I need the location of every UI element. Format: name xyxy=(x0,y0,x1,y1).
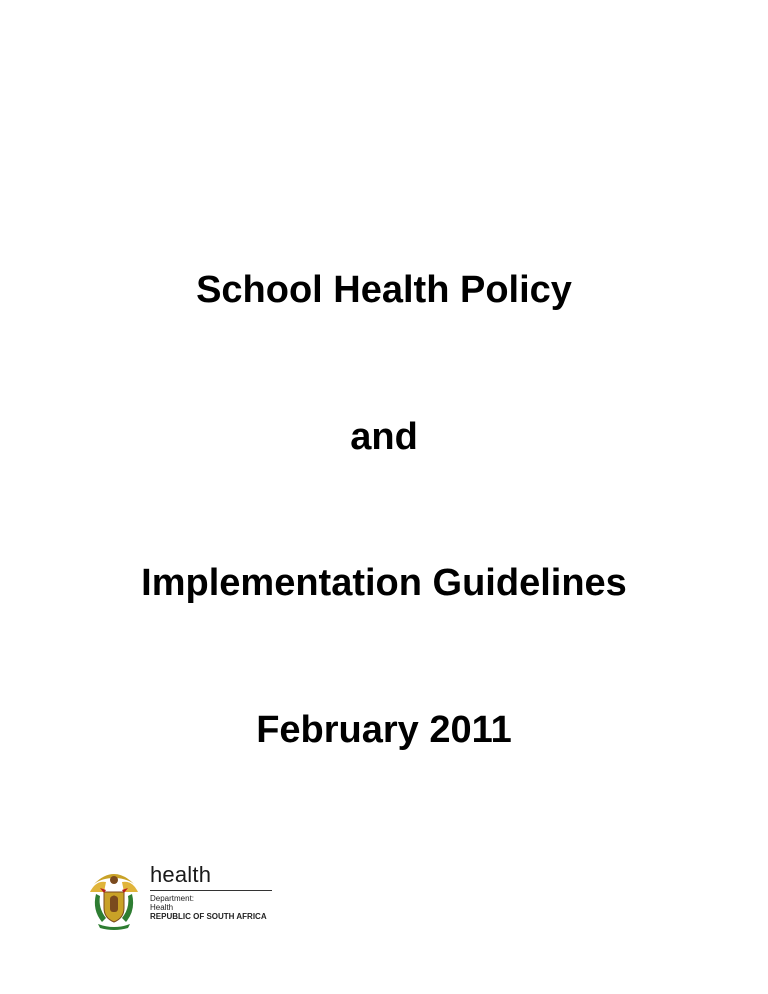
logo-word: health xyxy=(150,862,212,887)
title-line-1: School Health Policy xyxy=(196,269,572,311)
title-line-3: Implementation Guidelines xyxy=(141,562,627,604)
title-line-2: and xyxy=(350,416,418,458)
coat-of-arms-icon xyxy=(86,866,142,930)
document-date: February 2011 xyxy=(256,709,512,751)
logo-divider xyxy=(150,890,272,891)
logo-text xyxy=(150,862,286,930)
logo-subtitle: Health xyxy=(150,903,174,912)
logo-country: REPUBLIC OF SOUTH AFRICA xyxy=(150,912,267,921)
department-logo xyxy=(86,862,286,930)
logo-department: Department: xyxy=(150,894,195,903)
